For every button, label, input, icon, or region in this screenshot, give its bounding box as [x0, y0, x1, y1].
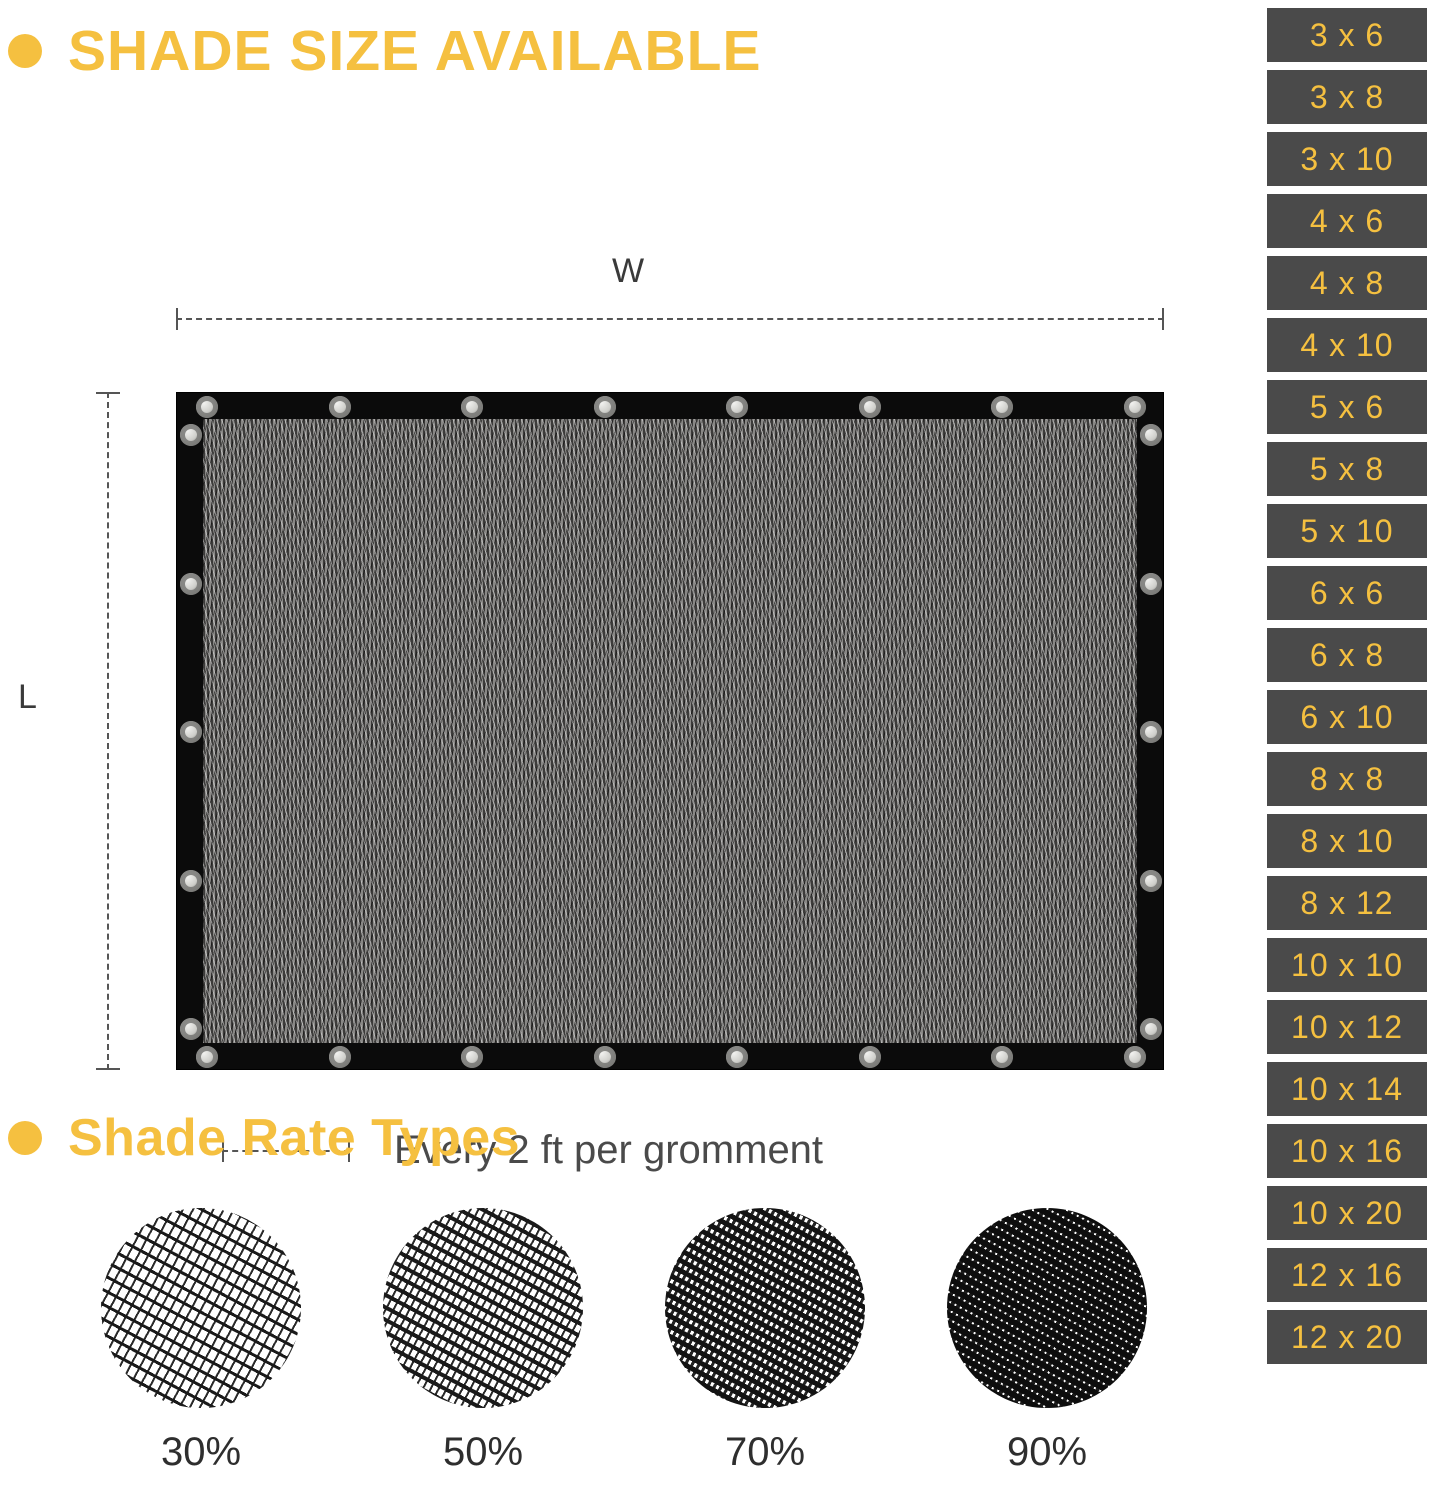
grommet-bottom: [991, 1046, 1013, 1068]
size-chip: 12 x 16: [1267, 1248, 1427, 1302]
bullet-dot-icon: [8, 1121, 42, 1155]
grommet-left: [180, 870, 202, 892]
size-chip: 4 x 10: [1267, 318, 1427, 372]
shade-rate-label: 30%: [160, 1430, 242, 1474]
shade-rate-swatch: [383, 1208, 583, 1408]
size-chip: 6 x 10: [1267, 690, 1427, 744]
width-tick-right: [1162, 308, 1164, 330]
shade-rate-heading-label: Shade Rate Types: [68, 1109, 521, 1167]
size-chip: 3 x 6: [1267, 8, 1427, 62]
grommet-bottom: [461, 1046, 483, 1068]
grommet-top: [461, 396, 483, 418]
available-sizes-list: [1267, 8, 1427, 1364]
size-chip: 5 x 6: [1267, 380, 1427, 434]
size-chip: 3 x 8: [1267, 70, 1427, 124]
shade-rate-item: [60, 1208, 342, 1478]
grommet-right: [1140, 721, 1162, 743]
grommet-bottom: [859, 1046, 881, 1068]
grommet-top: [196, 396, 218, 418]
width-dimension-line: [176, 308, 1164, 330]
size-chip: 4 x 6: [1267, 194, 1427, 248]
length-tick-bottom: [96, 1068, 120, 1070]
size-chip: 10 x 10: [1267, 938, 1427, 992]
size-chip: 8 x 10: [1267, 814, 1427, 868]
size-chip: 5 x 10: [1267, 504, 1427, 558]
grommet-top: [859, 396, 881, 418]
shade-size-heading: [8, 18, 761, 84]
length-dimension-line: [96, 392, 120, 1070]
shade-rate-label: 90%: [1006, 1430, 1088, 1474]
size-chip: 10 x 16: [1267, 1124, 1427, 1178]
shade-rate-item: [342, 1208, 624, 1478]
length-dash-line: [107, 392, 109, 1070]
shade-rate-swatch: [947, 1208, 1147, 1408]
size-chip: 10 x 12: [1267, 1000, 1427, 1054]
size-chip: 10 x 14: [1267, 1062, 1427, 1116]
size-chip: 12 x 20: [1267, 1310, 1427, 1364]
grommet-bottom: [594, 1046, 616, 1068]
shade-rate-item: [624, 1208, 906, 1478]
grommet-spacing-text: Every 2 ft per gromment: [394, 1128, 824, 1172]
grommet-top: [594, 396, 616, 418]
shade-cloth-panel: [176, 392, 1164, 1070]
grommet-right: [1140, 424, 1162, 446]
grommet-right: [1140, 1018, 1162, 1040]
bullet-dot-icon: [8, 34, 42, 68]
width-dash-line: [176, 318, 1164, 320]
size-chip: 5 x 8: [1267, 442, 1427, 496]
grommet-bottom: [196, 1046, 218, 1068]
length-dimension-label: L: [18, 678, 37, 716]
shade-rate-swatch: [665, 1208, 865, 1408]
shade-rate-label: 70%: [724, 1430, 806, 1474]
size-chip: 8 x 12: [1267, 876, 1427, 930]
grommet-top: [726, 396, 748, 418]
grommet-left: [180, 573, 202, 595]
shade-cloth-mesh-texture: [203, 419, 1137, 1043]
grommet-left: [180, 424, 202, 446]
width-dimension-label: W: [612, 252, 645, 290]
size-chip: 10 x 20: [1267, 1186, 1427, 1240]
size-chip: 6 x 8: [1267, 628, 1427, 682]
grommet-right: [1140, 573, 1162, 595]
shade-rate-item: [906, 1208, 1188, 1478]
size-chip: 8 x 8: [1267, 752, 1427, 806]
grommet-bottom: [726, 1046, 748, 1068]
size-chip: 4 x 8: [1267, 256, 1427, 310]
size-chip: 6 x 6: [1267, 566, 1427, 620]
shade-rate-swatch-list: [60, 1208, 1190, 1478]
shade-rate-heading: [8, 1108, 520, 1168]
shade-rate-swatch: [101, 1208, 301, 1408]
grommet-bottom: [1124, 1046, 1146, 1068]
size-chip: 3 x 10: [1267, 132, 1427, 186]
grommet-top: [329, 396, 351, 418]
grommet-right: [1140, 870, 1162, 892]
grommet-left: [180, 721, 202, 743]
grommet-top: [991, 396, 1013, 418]
shade-size-heading-label: SHADE SIZE AVAILABLE: [68, 19, 762, 83]
grommet-top: [1124, 396, 1146, 418]
shade-rate-label: 50%: [442, 1430, 524, 1474]
grommet-bottom: [329, 1046, 351, 1068]
grommet-left: [180, 1018, 202, 1040]
